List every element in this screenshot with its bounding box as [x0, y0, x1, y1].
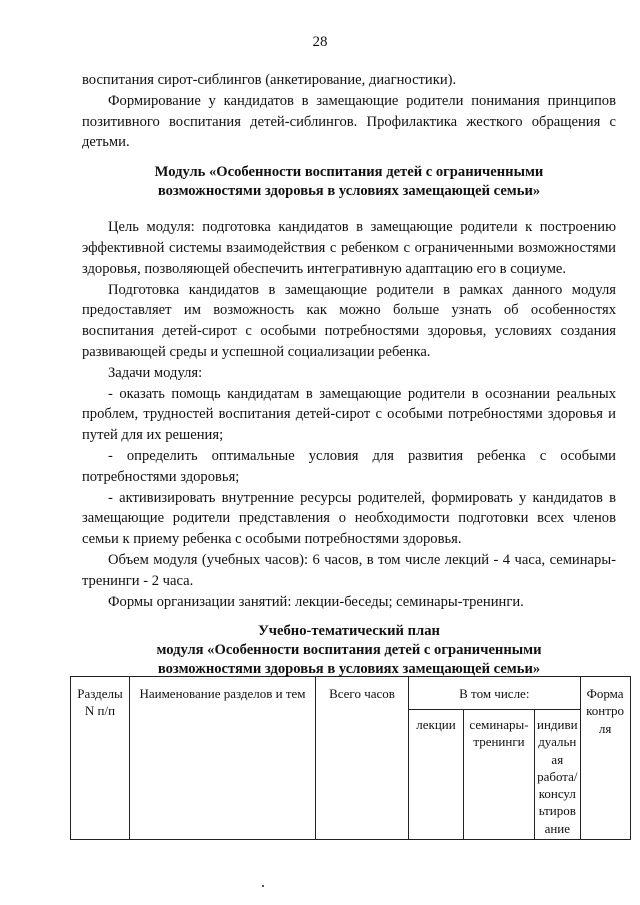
intro-paragraph: Формирование у кандидатов в замещающие родители понимания принципов позитивного воспитания детей-сиблингов. Профилактика жесткого обращения с детьми.	[82, 92, 616, 151]
tasks-label: Задачи модуля:	[108, 364, 203, 381]
task-item: - оказать помощь кандидатам в замещающие родители в осознании реальных проблем, трудностей воспитания детей-сирот с особыми потребностями здоровья и путей для их решения;	[82, 385, 616, 444]
body-text	[82, 70, 616, 679]
module-title-line-2: возможностями здоровья в условиях замещающей семьи»	[157, 183, 541, 200]
module-preparation: Подготовка кандидатов в замещающие родители в рамках данного модуля предоставляет им возможность как можно больше узнать об особенностях воспитания детей-сирот с особыми потребностями здоровья, условиях создания развивающей среды и успешной социализации ребенка.	[82, 281, 616, 360]
module-title-line-1: Модуль «Особенности воспитания детей с ограниченными	[154, 164, 544, 181]
module-forms: Формы организации занятий: лекции-беседы; семинары-тренинги.	[108, 593, 524, 610]
module-volume: Объем модуля (учебных часов): 6 часов, в том числе лекций - 4 часа, семинары-тренинги - 2 часа.	[82, 551, 616, 589]
subheader-seminars: семинары-тренинги	[464, 710, 535, 840]
module-goal: Цель модуля: подготовка кандидатов в замещающие родители к построению эффективной системы взаимодействия с ребенком с ограниченными возможностями здоровья, позволяющей обеспечить интегративную адаптацию его в социуме.	[82, 219, 616, 277]
page-number: 28	[312, 34, 328, 50]
plan-table	[70, 676, 631, 840]
header-sections: Разделы N п/п	[71, 677, 130, 840]
plan-title-line-2: модуля «Особенности воспитания детей с ограниченными	[156, 642, 542, 659]
header-including: В том числе:	[409, 677, 581, 710]
intro-line: воспитания сирот-сиблингов (анкетирование, диагностики).	[82, 72, 457, 88]
header-control-form: Форма контро ля	[580, 677, 630, 840]
scan-speck	[262, 885, 264, 887]
table-header-row	[71, 677, 631, 710]
task-item: - определить оптимальные условия для развития ребенка с особыми потребностями здоровья;	[82, 447, 616, 485]
subheader-lectures: лекции	[409, 710, 464, 840]
subheader-individual: индиви дуальн ая работа/ консул ьтиров ание	[535, 710, 581, 840]
plan-title-line-3: возможностями здоровья в условиях замещающей семьи»	[157, 661, 541, 678]
header-name: Наименование разделов и тем	[130, 677, 316, 840]
task-item: - активизировать внутренние ресурсы родителей, формировать у кандидатов в замещающие родители представления о необходимости подготовки всех членов семьи к приему ребенка с особыми потребностями здоровья.	[82, 489, 616, 548]
header-total-hours: Всего часов	[316, 677, 409, 840]
plan-title-line-1: Учебно-тематический план	[258, 623, 440, 640]
